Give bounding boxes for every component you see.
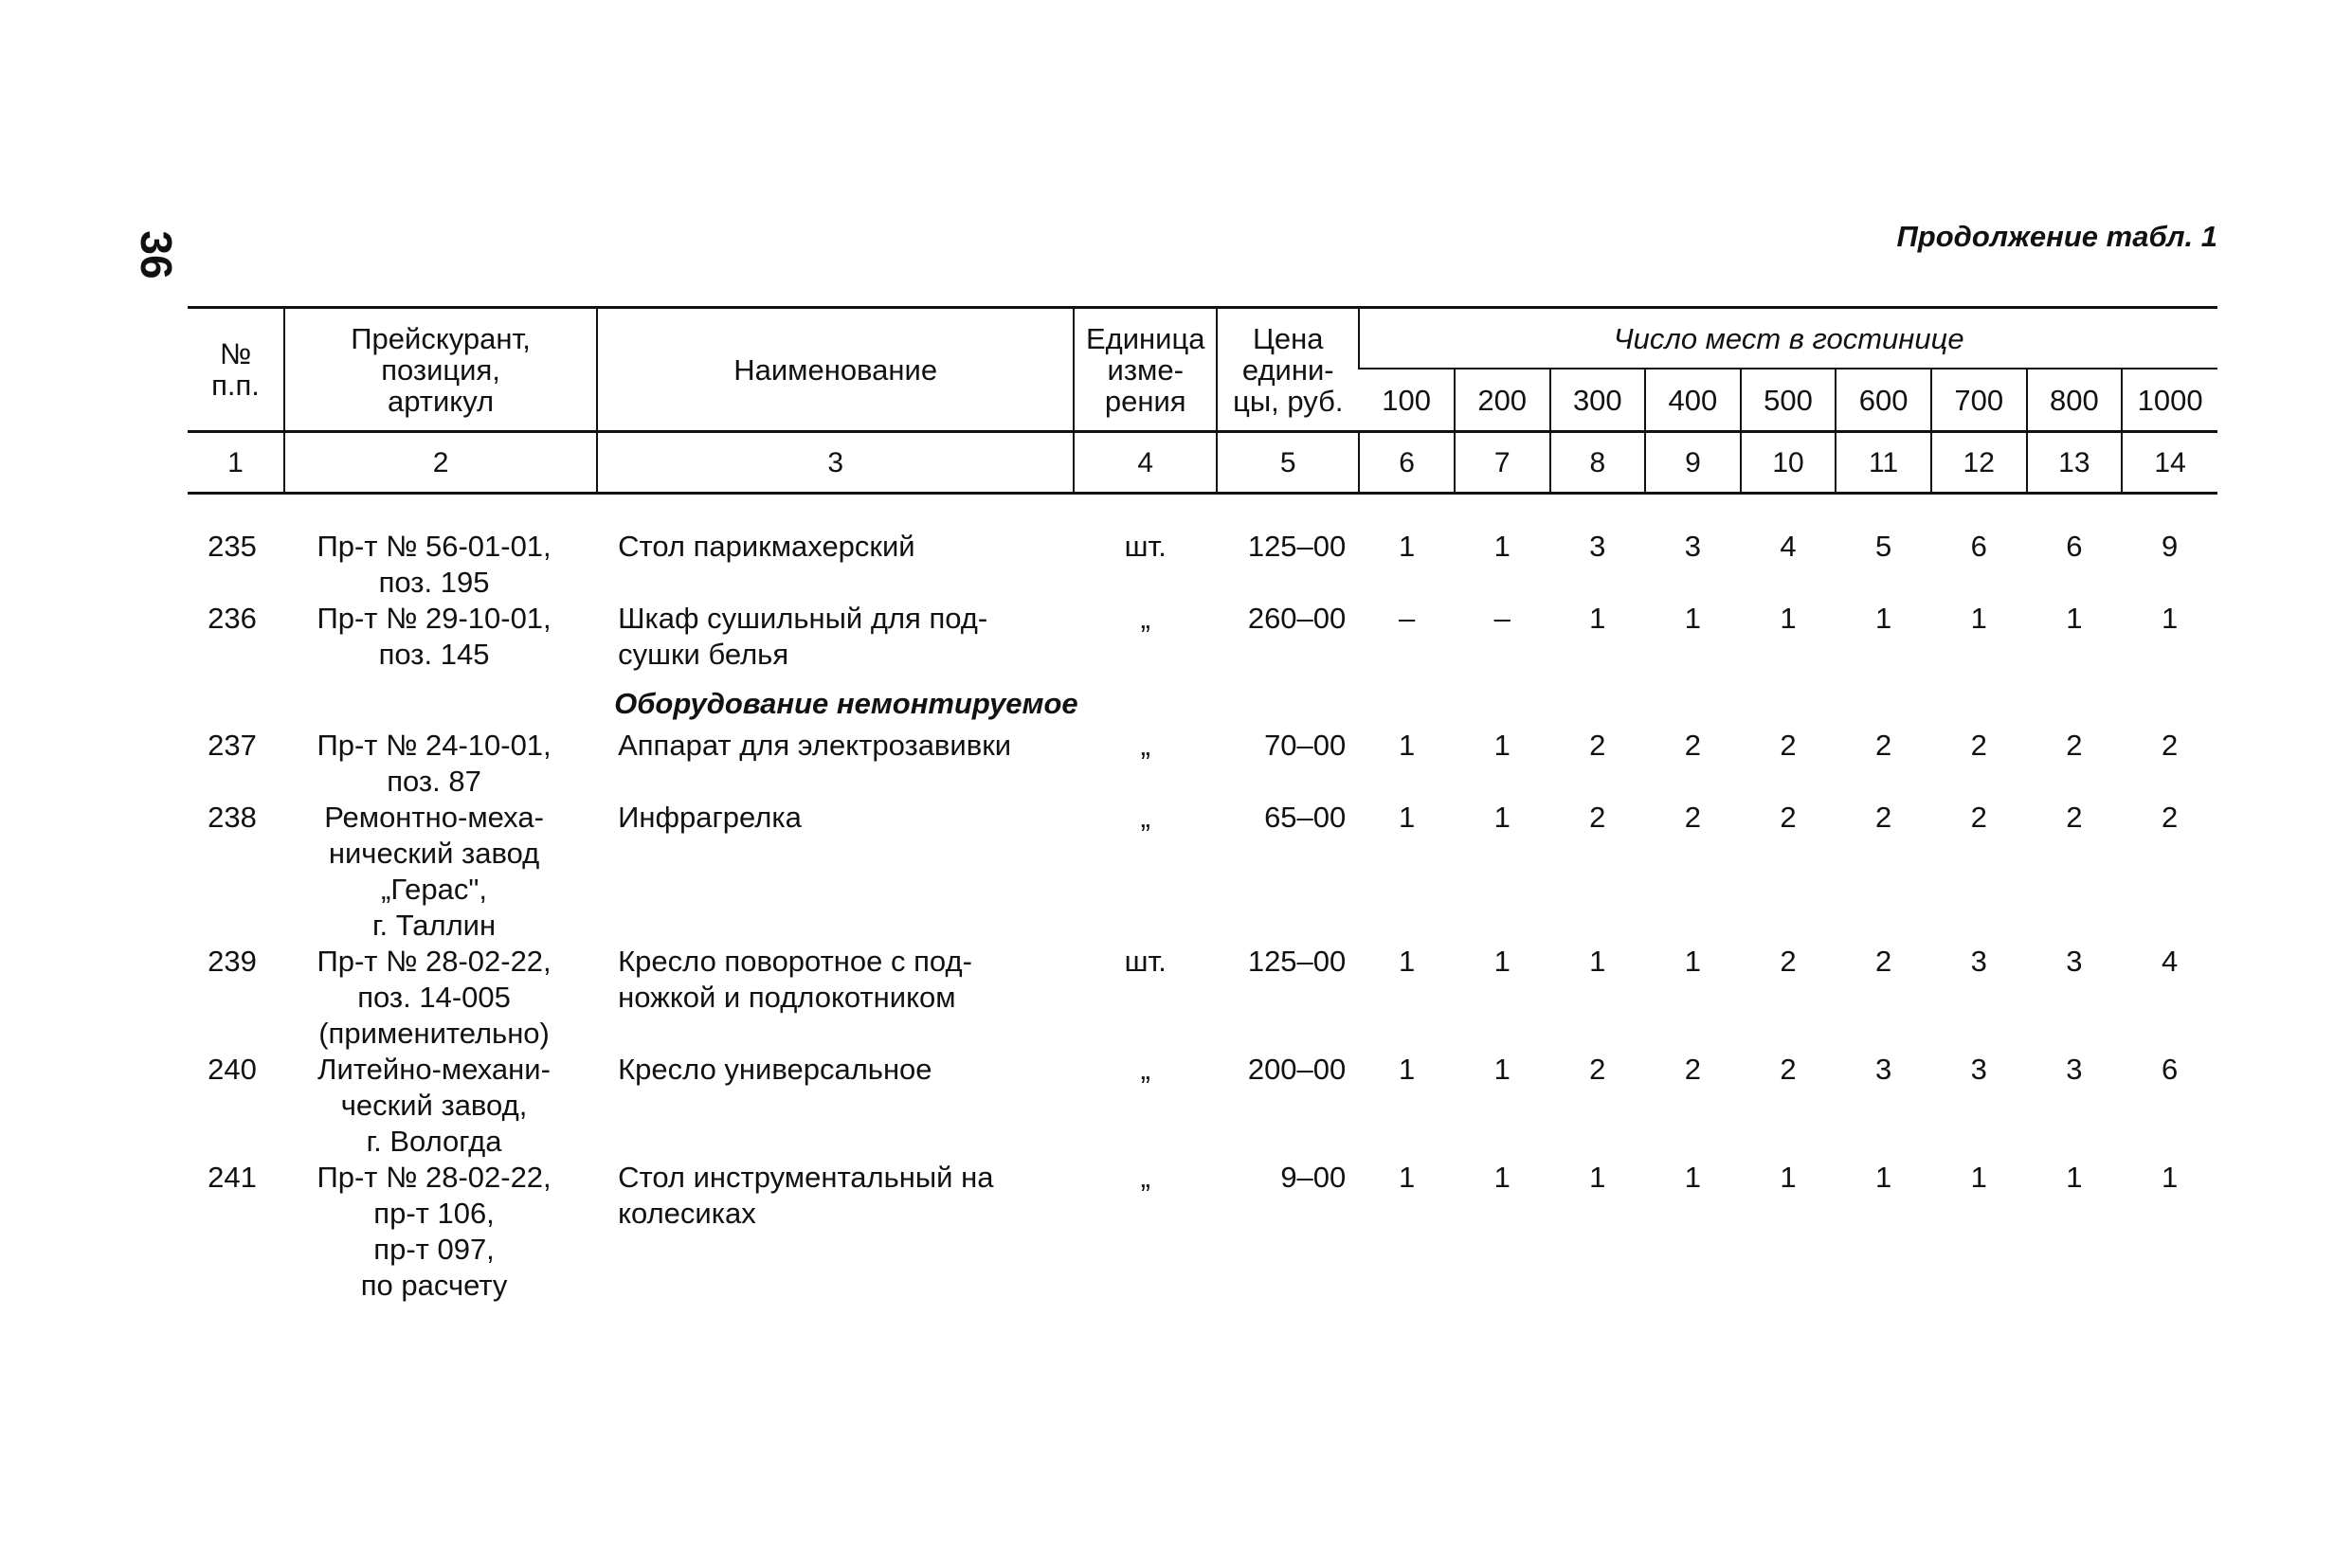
row-count: – (1493, 602, 1511, 635)
row-count: 2 (1684, 801, 1702, 834)
table-continuation-caption: Продолжение табл. 1 (1896, 220, 2217, 253)
column-number: 5 (1217, 432, 1359, 494)
header-capacity: 500 (1741, 369, 1836, 432)
header-name: Наименование (597, 308, 1074, 432)
row-count: 1 (1970, 602, 1987, 635)
column-number: 10 (1741, 432, 1836, 494)
row-count: 1 (1493, 945, 1511, 978)
row-count: 2 (1875, 945, 1892, 978)
row-price: 125–00 (1247, 945, 1347, 978)
row-count: 1 (1780, 1161, 1797, 1194)
column-number: 1 (188, 432, 284, 494)
row-unit: шт. (1124, 945, 1167, 978)
table-header (188, 308, 2217, 494)
row-count: 5 (1875, 530, 1892, 563)
table-row (188, 800, 2217, 944)
row-price-list: Пр-т № 24-10-01, поз. 87 (317, 729, 552, 798)
row-number: 240 (208, 1053, 257, 1086)
row-count: 2 (1780, 729, 1797, 762)
row-count: 2 (1875, 729, 1892, 762)
row-price-list: Пр-т № 28-02-22, поз. 14-005 (применительно) (317, 945, 552, 1050)
row-name: Кресло универсальное (618, 1053, 932, 1086)
row-count: 2 (1780, 1053, 1797, 1086)
row-unit: „ (1140, 1161, 1150, 1194)
row-count: 2 (1780, 801, 1797, 834)
column-number: 11 (1836, 432, 1931, 494)
row-count: 3 (1684, 530, 1702, 563)
row-count: 1 (2066, 1161, 2083, 1194)
header-unit: Единица изме- рения (1074, 308, 1217, 432)
table-row (188, 1052, 2217, 1160)
header-capacity: 400 (1645, 369, 1741, 432)
row-count: 6 (1970, 530, 1987, 563)
row-count: 2 (2066, 801, 2083, 834)
row-count: 1 (1398, 1053, 1416, 1086)
row-price: 70–00 (1264, 729, 1347, 762)
table-row (188, 529, 2217, 601)
row-price: 200–00 (1247, 1053, 1347, 1086)
table-row (188, 728, 2217, 800)
row-number: 239 (208, 945, 257, 978)
row-count: 2 (1589, 729, 1606, 762)
row-count: 1 (2066, 602, 2083, 635)
row-count: 3 (1970, 945, 1987, 978)
row-price: 9–00 (1280, 1161, 1347, 1194)
row-count: 3 (1875, 1053, 1892, 1086)
row-number: 238 (208, 801, 257, 834)
section-spacer (188, 673, 597, 728)
row-count: 2 (1970, 729, 1987, 762)
header-capacity: 200 (1455, 369, 1550, 432)
table-row (188, 944, 2217, 1052)
row-name: Стол парикмахерский (618, 530, 915, 563)
row-count: 1 (1398, 945, 1416, 978)
page-number: 36 (132, 230, 181, 279)
section-row (188, 673, 2217, 728)
row-price-list: Пр-т № 28-02-22, пр-т 106, пр-т 097, по расчету (317, 1161, 552, 1302)
row-price: 65–00 (1264, 801, 1347, 834)
column-number: 12 (1931, 432, 2027, 494)
row-price-list: Пр-т № 56-01-01, поз. 195 (317, 530, 552, 599)
row-count: 1 (1875, 1161, 1892, 1194)
table-row (188, 1160, 2217, 1304)
row-price: 260–00 (1247, 602, 1347, 635)
row-number: 237 (208, 729, 257, 762)
row-count: 2 (2161, 729, 2179, 762)
row-unit: „ (1140, 801, 1150, 834)
row-count: 4 (1780, 530, 1797, 563)
row-count: 6 (2066, 530, 2083, 563)
row-count: 1 (1875, 602, 1892, 635)
row-price-list: Ремонтно-меха- нический завод „Герас", г. Таллин (324, 801, 544, 942)
row-count: 1 (2161, 602, 2179, 635)
row-count: 2 (1684, 1053, 1702, 1086)
header-price: Цена едини- цы, руб. (1217, 308, 1359, 432)
column-number: 9 (1645, 432, 1741, 494)
row-count: 3 (2066, 945, 2083, 978)
column-number: 8 (1550, 432, 1646, 494)
row-count: 2 (1970, 801, 1987, 834)
equipment-table (188, 306, 2217, 1304)
row-count: 1 (1589, 945, 1606, 978)
column-number: 3 (597, 432, 1074, 494)
row-count: 1 (1493, 729, 1511, 762)
row-count: 2 (1589, 801, 1606, 834)
row-count: 1 (1398, 1161, 1416, 1194)
row-count: 2 (1684, 729, 1702, 762)
row-count: 2 (1589, 1053, 1606, 1086)
section-title: Оборудование немонтируемое (614, 687, 1078, 720)
row-count: 1 (1493, 530, 1511, 563)
row-unit: „ (1140, 602, 1150, 635)
row-number: 235 (208, 530, 257, 563)
row-unit: шт. (1124, 530, 1167, 563)
row-count: 3 (1970, 1053, 1987, 1086)
row-name: Аппарат для электрозавивки (618, 729, 1012, 762)
row-name: Стол инструментальный на колесиках (618, 1161, 994, 1230)
header-no: № п.п. (188, 308, 284, 432)
header-capacity: 600 (1836, 369, 1931, 432)
row-count: 2 (2161, 801, 2179, 834)
table-row (188, 601, 2217, 673)
row-count: 1 (1398, 729, 1416, 762)
row-count: 1 (1493, 1161, 1511, 1194)
header-capacity: 300 (1550, 369, 1646, 432)
row-price: 125–00 (1247, 530, 1347, 563)
row-count: – (1398, 602, 1416, 635)
row-count: 1 (1684, 1161, 1702, 1194)
row-price-list: Пр-т № 29-10-01, поз. 145 (317, 602, 552, 671)
row-unit: „ (1140, 1053, 1150, 1086)
row-price-list: Литейно-механи- ческий завод, г. Вологда (317, 1053, 551, 1158)
column-number: 14 (2122, 432, 2217, 494)
row-unit: „ (1140, 729, 1150, 762)
header-capacity: 800 (2027, 369, 2123, 432)
row-count: 1 (2161, 1161, 2179, 1194)
row-name: Кресло поворотное с под- ножкой и подлокотником (618, 945, 972, 1014)
row-count: 2 (1780, 945, 1797, 978)
row-count: 1 (1780, 602, 1797, 635)
row-count: 1 (1589, 1161, 1606, 1194)
row-count: 1 (1684, 945, 1702, 978)
row-count: 1 (1970, 1161, 1987, 1194)
row-count: 1 (1589, 602, 1606, 635)
row-count: 3 (1589, 530, 1606, 563)
header-capacity: 700 (1931, 369, 2027, 432)
row-name: Инфрагрелка (618, 801, 802, 834)
column-number: 2 (284, 432, 597, 494)
row-count: 3 (2066, 1053, 2083, 1086)
header-price-list: Прейскурант, позиция, артикул (284, 308, 597, 432)
row-count: 1 (1493, 801, 1511, 834)
row-count: 1 (1398, 801, 1416, 834)
row-count: 9 (2161, 530, 2179, 563)
row-count: 1 (1398, 530, 1416, 563)
row-count: 6 (2161, 1053, 2179, 1086)
row-count: 4 (2161, 945, 2179, 978)
row-count: 1 (1493, 1053, 1511, 1086)
row-number: 241 (208, 1161, 257, 1194)
header-capacity: 100 (1359, 369, 1455, 432)
column-number: 4 (1074, 432, 1217, 494)
table-body (188, 494, 2217, 1305)
column-number: 6 (1359, 432, 1455, 494)
column-number: 13 (2027, 432, 2123, 494)
row-number: 236 (208, 602, 257, 635)
column-number: 7 (1455, 432, 1550, 494)
row-count: 2 (1875, 801, 1892, 834)
row-name: Шкаф сушильный для под- сушки белья (618, 602, 988, 671)
header-capacity: 1000 (2122, 369, 2217, 432)
row-count: 2 (2066, 729, 2083, 762)
row-count: 1 (1684, 602, 1702, 635)
header-places: Число мест в гостинице (1359, 308, 2217, 369)
